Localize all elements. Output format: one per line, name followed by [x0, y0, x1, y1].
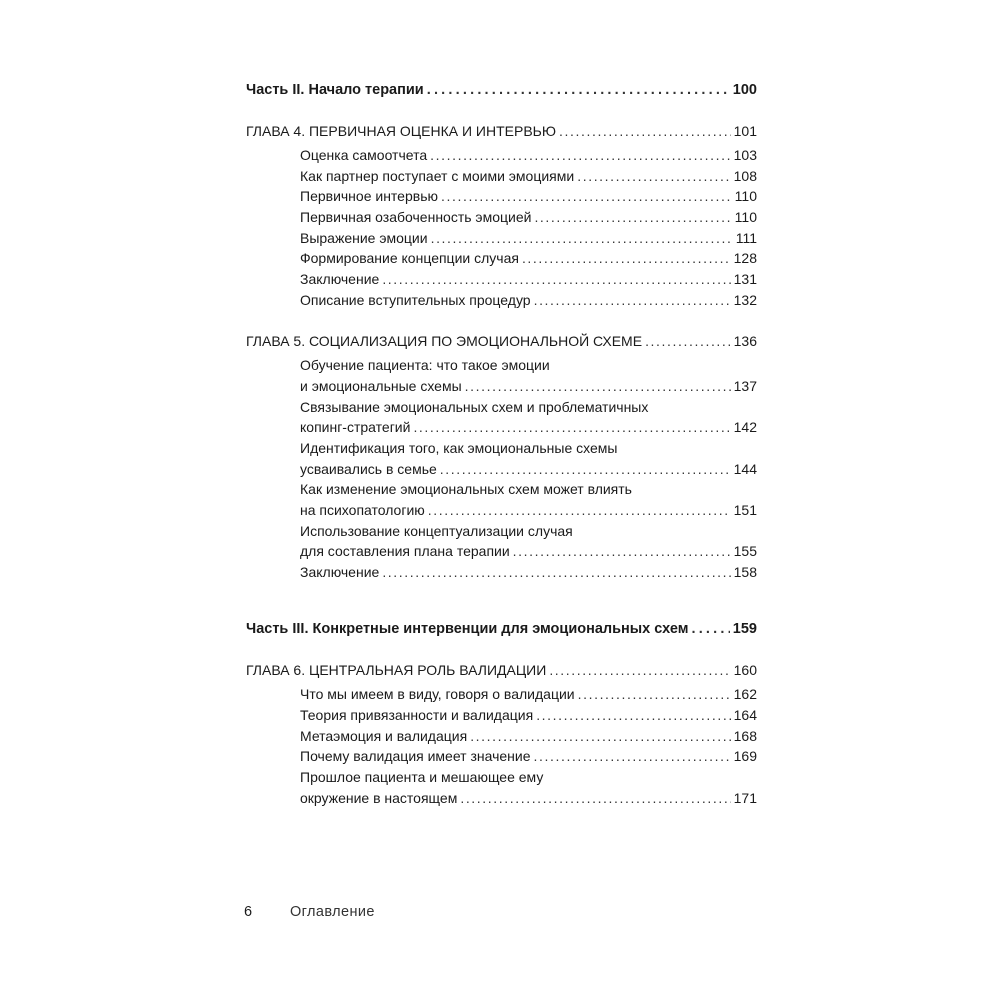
toc-page-number: 142 — [733, 419, 757, 435]
toc-entry-label: Первичное интервью — [300, 188, 438, 204]
footer-running-title: Оглавление — [290, 904, 375, 920]
toc-entry-label: Описание вступительных процедур — [300, 292, 531, 308]
dot-leader — [470, 726, 730, 746]
toc-page-number: 168 — [733, 728, 757, 744]
toc-entry[interactable] — [300, 726, 757, 746]
dot-leader — [460, 788, 730, 808]
dot-leader — [534, 290, 731, 310]
toc-entry[interactable] — [300, 541, 757, 561]
toc-entry[interactable] — [300, 248, 757, 268]
toc-entry-first-line[interactable]: Прошлое пациента и мешающее ему — [300, 769, 544, 785]
dot-leader — [441, 186, 732, 206]
toc-page-number: 151 — [733, 502, 757, 518]
toc-chapter-5[interactable] — [246, 331, 757, 351]
toc-page-number: 128 — [733, 250, 757, 266]
toc-entry-label: Первичная озабоченность эмоцией — [300, 209, 532, 225]
toc-entry-label: усваивались в семье — [300, 461, 437, 477]
footer-page-number: 6 — [244, 904, 253, 920]
toc-entry-label: копинг-стратегий — [300, 419, 411, 435]
toc-entry-label: Теория привязанности и валидация — [300, 707, 534, 723]
dot-leader — [513, 541, 731, 561]
dot-leader — [549, 660, 730, 680]
toc-entry[interactable] — [300, 788, 757, 808]
toc-page-number: 101 — [733, 123, 757, 139]
toc-entry-label: и эмоциональные схемы — [300, 378, 462, 394]
toc-entry-label: Формирование концепции случая — [300, 250, 519, 266]
dot-leader — [534, 746, 731, 766]
toc-entry[interactable] — [300, 166, 757, 186]
dot-leader — [430, 145, 731, 165]
toc-entry[interactable] — [300, 705, 757, 725]
toc-entry[interactable] — [300, 186, 757, 206]
toc-page-number: 110 — [734, 209, 757, 225]
toc-entry[interactable] — [300, 290, 757, 310]
toc-entry-label: Почему валидация имеет значение — [300, 748, 531, 764]
dot-leader — [440, 459, 731, 479]
toc-entry-first-line[interactable]: Как изменение эмоциональных схем может влиять — [300, 481, 632, 497]
toc-page-number: 100 — [732, 82, 757, 98]
toc-chapter-title: ГЛАВА 6. ЦЕНТРАЛЬНАЯ РОЛЬ ВАЛИДАЦИИ — [246, 662, 547, 678]
toc-page-number: 132 — [733, 292, 757, 308]
toc-entry[interactable] — [300, 269, 757, 289]
toc-entry-label: Заключение — [300, 271, 380, 287]
toc-part-title: Часть III. Конкретные интервенции для эмоциональных схем — [246, 621, 689, 637]
toc-entry-first-line[interactable]: Использование концептуализации случая — [300, 523, 573, 539]
toc-entry-first-line[interactable]: Обучение пациента: что такое эмоции — [300, 357, 550, 373]
toc-entry-label: Как партнер поступает с моими эмоциями — [300, 168, 575, 184]
toc-entry[interactable] — [300, 562, 757, 582]
toc-entry[interactable] — [300, 207, 757, 227]
dot-leader — [645, 331, 731, 351]
toc-page-number: 103 — [733, 147, 757, 163]
toc-entry[interactable] — [300, 376, 757, 396]
toc-page-number: 155 — [733, 543, 757, 559]
toc-chapter-title: ГЛАВА 4. ПЕРВИЧНАЯ ОЦЕНКА И ИНТЕРВЬЮ — [246, 123, 557, 139]
toc-page-number: 136 — [733, 333, 757, 349]
toc-entry-label: Выражение эмоции — [300, 230, 428, 246]
dot-leader — [427, 80, 730, 100]
toc-entry-label: для составления плана терапии — [300, 543, 510, 559]
toc-page-number: 110 — [734, 188, 757, 204]
dot-leader — [578, 684, 731, 704]
dot-leader — [413, 417, 730, 437]
toc-page-number: 111 — [735, 230, 757, 246]
toc-entry-label: на психопатологию — [300, 502, 425, 518]
toc-page-number: 108 — [733, 168, 757, 184]
dot-leader — [534, 207, 731, 227]
toc-entry[interactable] — [300, 459, 757, 479]
toc-entry-label: Что мы имеем в виду, говоря о валидации — [300, 686, 575, 702]
toc-page-number: 169 — [733, 748, 757, 764]
toc-entry-label: Метаэмоция и валидация — [300, 728, 468, 744]
toc-entry[interactable] — [300, 417, 757, 437]
dot-leader — [431, 228, 733, 248]
dot-leader — [382, 562, 730, 582]
toc-page-number: 158 — [733, 564, 757, 580]
dot-leader — [577, 166, 730, 186]
toc-page-number: 162 — [733, 686, 757, 702]
toc-part-title: Часть II. Начало терапии — [246, 82, 424, 98]
toc-entry-first-line[interactable]: Связывание эмоциональных схем и проблематичных — [300, 399, 649, 415]
toc-page-number: 171 — [733, 790, 757, 806]
dot-leader — [559, 121, 731, 141]
toc-entry[interactable] — [300, 500, 757, 520]
toc-page-number: 137 — [733, 378, 757, 394]
toc-page-number: 159 — [732, 621, 757, 637]
dot-leader — [465, 376, 731, 396]
toc-entry-label: Оценка самоотчета — [300, 147, 428, 163]
toc-page-number: 160 — [733, 662, 757, 678]
toc-entry[interactable] — [300, 684, 757, 704]
dot-leader — [691, 619, 729, 639]
dot-leader — [536, 705, 730, 725]
toc-chapter-6[interactable] — [246, 660, 757, 680]
toc-page-number: 164 — [733, 707, 757, 723]
toc-chapter-4[interactable] — [246, 121, 757, 141]
toc-entry[interactable] — [300, 145, 757, 165]
toc-page-number: 144 — [733, 461, 757, 477]
toc-entry-label: окружение в настоящем — [300, 790, 458, 806]
dot-leader — [382, 269, 730, 289]
toc-part-3[interactable] — [246, 619, 757, 639]
toc-entry[interactable] — [300, 228, 757, 248]
toc-entry-first-line[interactable]: Идентификация того, как эмоциональные схемы — [300, 440, 618, 456]
toc-entry[interactable] — [300, 746, 757, 766]
dot-leader — [428, 500, 731, 520]
toc-entry-label: Заключение — [300, 564, 380, 580]
toc-page-number: 131 — [733, 271, 757, 287]
toc-chapter-title: ГЛАВА 5. СОЦИАЛИЗАЦИЯ ПО ЭМОЦИОНАЛЬНОЙ СХЕМЕ — [246, 333, 643, 349]
dot-leader — [522, 248, 731, 268]
toc-part-2[interactable] — [246, 80, 757, 100]
